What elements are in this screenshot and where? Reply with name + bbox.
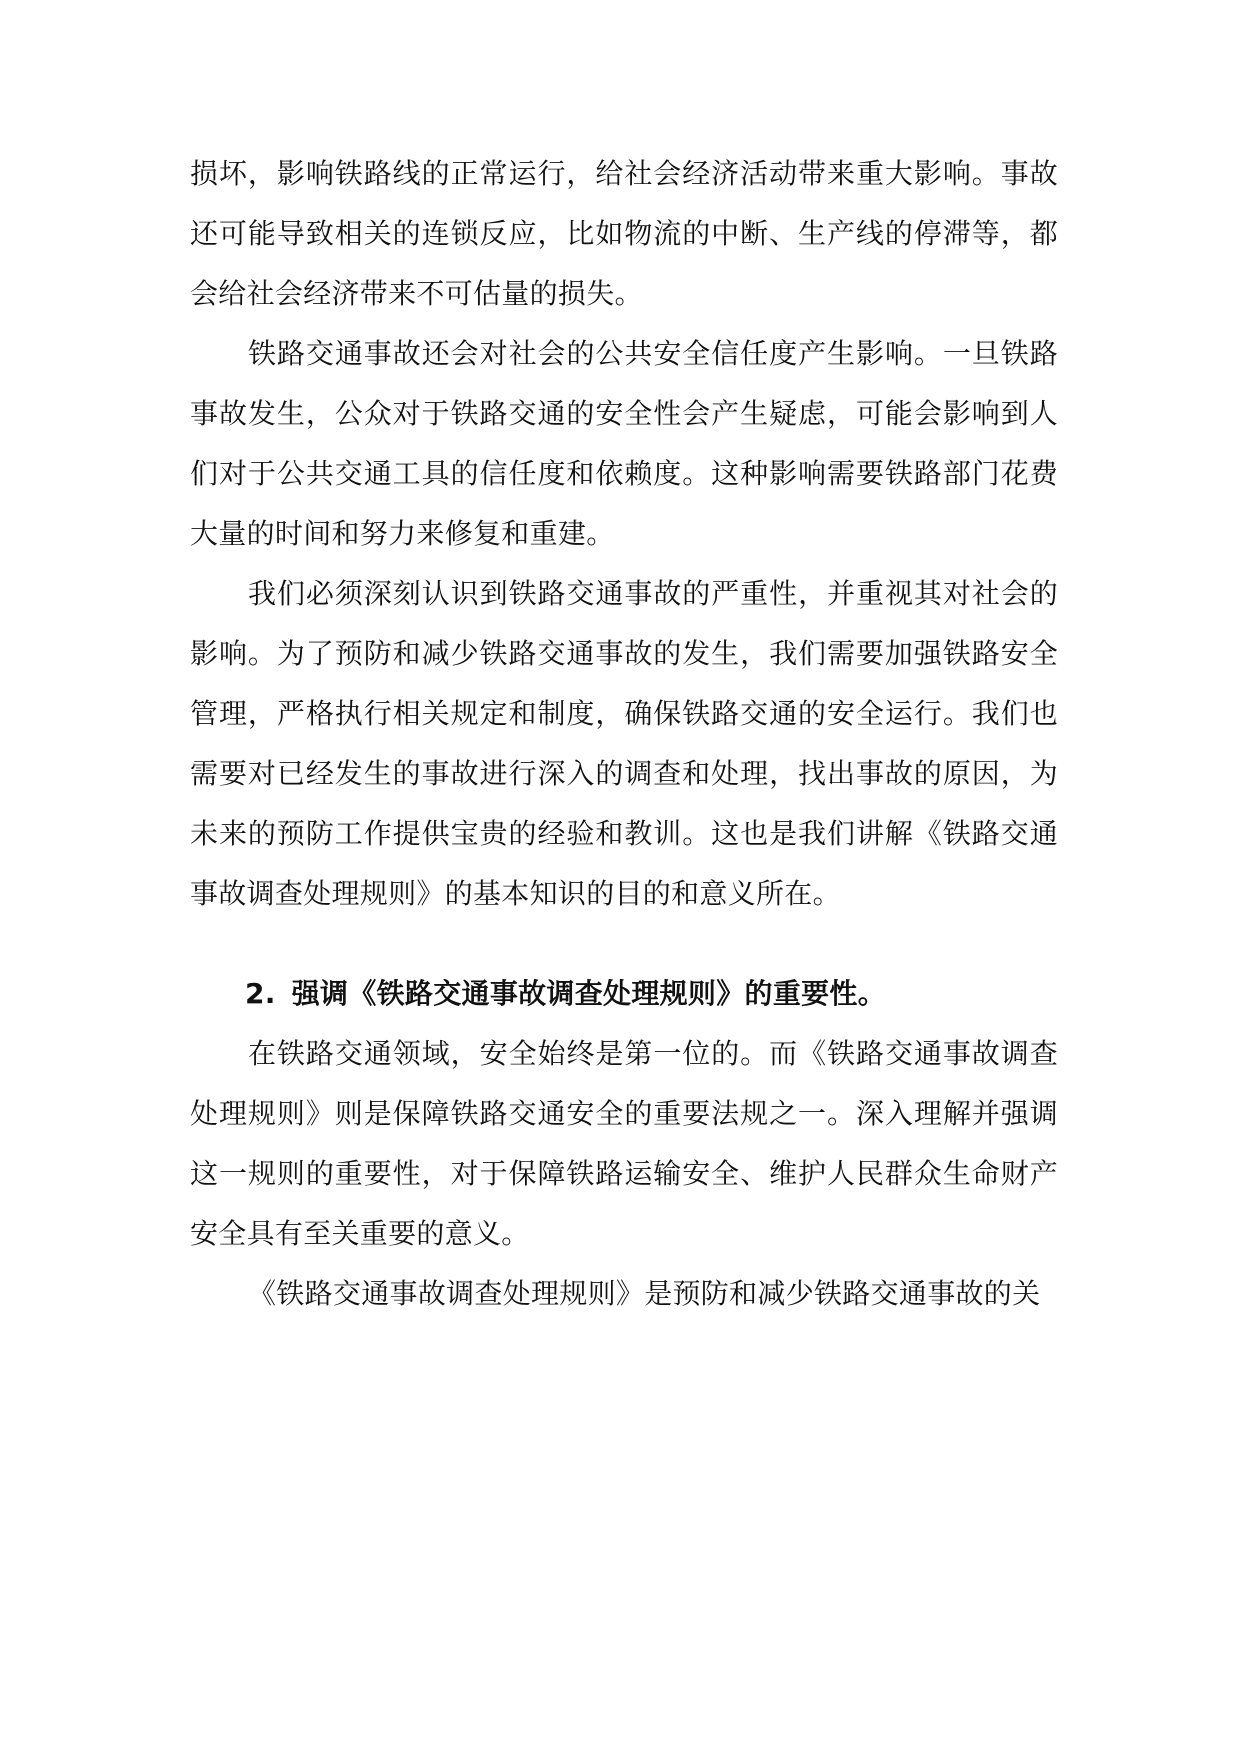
paragraph-public-trust: 铁路交通事故还会对社会的公共安全信任度产生影响。一旦铁路事故发生，公众对于铁路交通的安全性会产生疑虑，可能会影响到人们对于公共交通工具的信任度和依赖度。这种影响需要铁路部门花费大量的时间和努力来修复和重建。 xyxy=(190,337,1058,550)
section-number: 2. xyxy=(245,977,276,1010)
section-title: 强调《铁路交通事故调查处理规则》的重要性。 xyxy=(291,977,887,1010)
paragraph-awareness: 我们必须深刻认识到铁路交通事故的严重性，并重视其对社会的影响。为了预防和减少铁路交通事故的发生，我们需要加强铁路安全管理，严格执行相关规定和制度，确保铁路交通的安全运行。我们也需要对已经发生的事故进行深入的调查和处理，找出事故的原因，为未来的预防工作提供宝贵的经验和教训。这也是我们讲解《铁路交通事故调查处理规则》的基本知识的目的和意义所在。 xyxy=(190,577,1058,910)
paragraph-economic-impact: 损坏，影响铁路线的正常运行，给社会经济活动带来重大影响。事故还可能导致相关的连锁反应，比如物流的中断、生产线的停滞等，都会给社会经济带来不可估量的损失。 xyxy=(190,157,1058,310)
page-content xyxy=(190,144,1058,1324)
section-heading xyxy=(190,964,1058,1024)
paragraph-rules-key: 《铁路交通事故调查处理规则》是预防和减少铁路交通事故的关 xyxy=(248,1277,1041,1310)
paragraph-safety-first: 在铁路交通领域，安全始终是第一位的。而《铁路交通事故调查处理规则》则是保障铁路交通安全的重要法规之一。深入理解并强调这一规则的重要性，对于保障铁路运输安全、维护人民群众生命财产安全具有至关重要的意义。 xyxy=(190,1037,1058,1250)
